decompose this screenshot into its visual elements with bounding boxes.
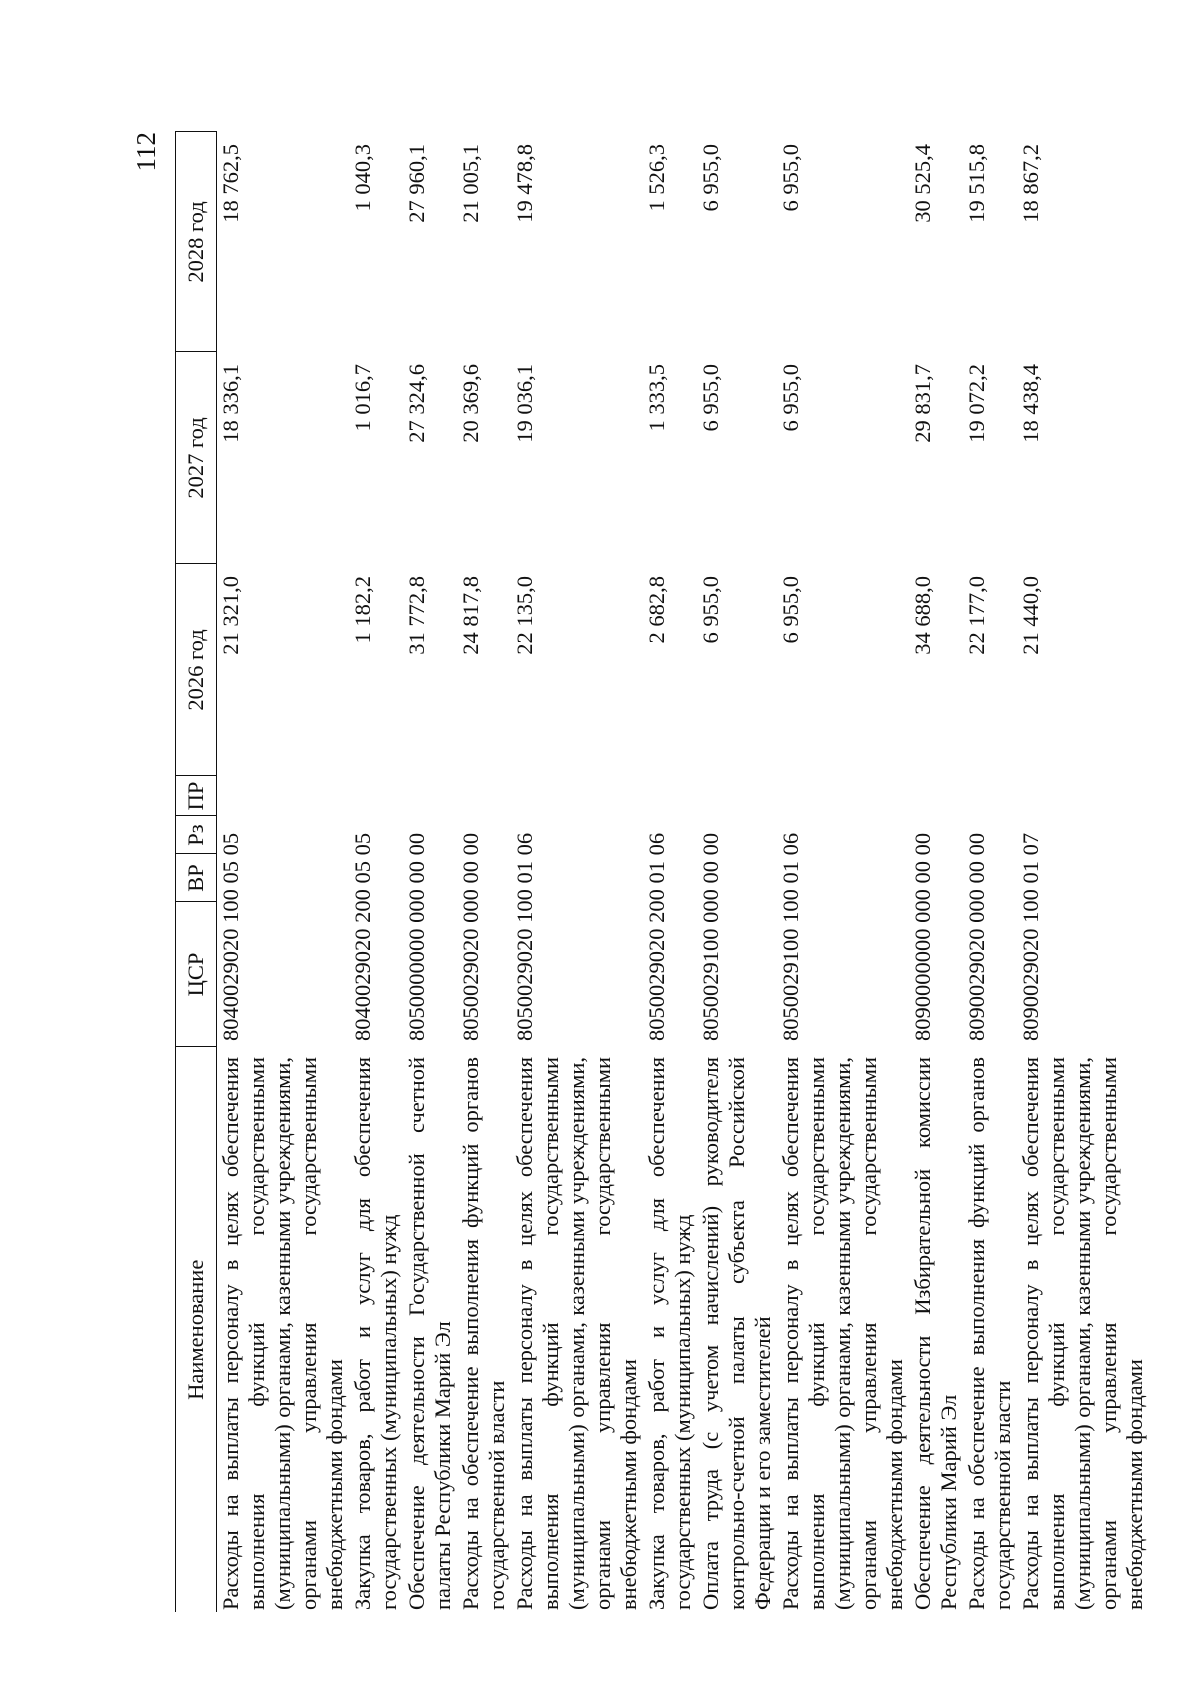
row-code-cell: 8050029100 000 00 00 [698, 832, 723, 1041]
row-value-2028: 6 955,0 [698, 144, 723, 212]
row-value-2028: 30 525,4 [910, 144, 935, 223]
table-row [457, 132, 511, 1612]
row-value-2027: 1 333,5 [644, 364, 669, 432]
row-name-cell: Расходы на обеспечение выполнения функций органов государственной власти [964, 1057, 1015, 1610]
header-name: Наименование [176, 1047, 217, 1612]
row-name-cell: Обеспечение деятельности Избирательной комиссии Республики Марий Эл [910, 1057, 961, 1610]
row-value-2028: 18 762,5 [218, 144, 243, 223]
budget-table [175, 132, 1149, 1613]
row-code-cell: 8090029020 000 00 00 [964, 832, 989, 1041]
row-value-2026: 1 182,2 [350, 576, 375, 644]
row-code-cell: 8050029020 000 00 00 [458, 832, 483, 1041]
row-name-cell: Расходы на выплаты персоналу в целях обеспечения выполнения функций государственными (муниципальными) органами, казенными учреждениями, органами управления государственными внебюджетными фондами [512, 1057, 641, 1610]
table-row [511, 132, 643, 1612]
row-name-cell: Закупка товаров, работ и услуг для обеспечения государственных (муниципальных) нужд [644, 1057, 695, 1610]
row-value-2027: 18 438,4 [1018, 364, 1043, 443]
header-2026: 2026 год [176, 564, 217, 776]
row-name-cell: Расходы на выплаты персоналу в целях обеспечения выполнения функций государственными (муниципальными) органами, казенными учреждениями, органами управления государственными внебюджетными фондами [218, 1057, 347, 1610]
row-value-2027: 27 324,6 [404, 364, 429, 443]
table-row [909, 132, 963, 1612]
rotated-page [133, 132, 1200, 1612]
header-rz: Рз [176, 816, 217, 854]
row-value-2026: 2 682,8 [644, 576, 669, 644]
row-code-cell: 8050029020 200 01 06 [644, 832, 669, 1041]
table-row [777, 132, 909, 1612]
row-name-cell: Расходы на выплаты персоналу в целях обеспечения выполнения функций государственными (муниципальными) органами, казенными учреждениями, органами управления государственными внебюджетными фондами [1018, 1057, 1147, 1610]
row-value-2027: 6 955,0 [778, 364, 803, 432]
row-code-cell: 8050029020 100 01 06 [512, 832, 537, 1041]
table-row [1017, 132, 1149, 1612]
row-value-2026: 21 440,0 [1018, 576, 1043, 655]
row-value-2028: 19 515,8 [964, 144, 989, 223]
row-name-cell: Расходы на выплаты персоналу в целях обеспечения выполнения функций государственными (муниципальными) органами, казенными учреждениями, органами управления государственными внебюджетными фондами [778, 1057, 907, 1610]
row-value-2028: 1 040,3 [350, 144, 375, 212]
row-value-2026: 21 321,0 [218, 576, 243, 655]
page-number: 112 [131, 132, 161, 172]
row-value-2026: 34 688,0 [910, 576, 935, 655]
row-code-cell: 8090029020 100 01 07 [1018, 832, 1043, 1041]
row-value-2027: 18 336,1 [218, 364, 243, 443]
row-name-cell: Расходы на обеспечение выполнения функций органов государственной власти [458, 1057, 509, 1610]
row-value-2027: 19 072,2 [964, 364, 989, 443]
row-value-2027: 29 831,7 [910, 364, 935, 443]
row-value-2028: 6 955,0 [778, 144, 803, 212]
row-code-cell: 8050029100 100 01 06 [778, 832, 803, 1041]
row-value-2027: 20 369,6 [458, 364, 483, 443]
row-value-2026: 6 955,0 [698, 576, 723, 644]
header-vr: ВР [176, 854, 217, 902]
row-value-2028: 27 960,1 [404, 144, 429, 223]
row-value-2026: 6 955,0 [778, 576, 803, 644]
table-header-row [176, 132, 217, 1612]
table-row [403, 132, 457, 1612]
row-name-cell: Обеспечение деятельности Государственной счетной палаты Республики Марий Эл [404, 1057, 455, 1610]
row-value-2026: 31 772,8 [404, 576, 429, 655]
table-row [349, 132, 403, 1612]
row-value-2026: 22 135,0 [512, 576, 537, 655]
table-body [217, 132, 1150, 1612]
header-2027: 2027 год [176, 352, 217, 564]
header-csr: ЦСР [176, 902, 217, 1047]
row-code-cell: 8050000000 000 00 00 [404, 832, 429, 1041]
row-value-2026: 22 177,0 [964, 576, 989, 655]
row-value-2026: 24 817,8 [458, 576, 483, 655]
row-value-2027: 6 955,0 [698, 364, 723, 432]
table-row [217, 132, 350, 1612]
row-code-cell: 8040029020 100 05 05 [218, 832, 243, 1041]
table-row [963, 132, 1017, 1612]
row-code-cell: 8090000000 000 00 00 [910, 832, 935, 1041]
row-value-2028: 21 005,1 [458, 144, 483, 223]
row-value-2027: 1 016,7 [350, 364, 375, 432]
row-code-cell: 8040029020 200 05 05 [350, 832, 375, 1041]
row-value-2028: 1 526,3 [644, 144, 669, 212]
header-pr: ПР [176, 776, 217, 816]
row-name-cell: Оплата труда (с учетом начислений) руководителя контрольно-счетной палаты субъекта Российской Федерации и его заместителей [698, 1057, 775, 1610]
header-2028: 2028 год [176, 132, 217, 352]
table-row [697, 132, 777, 1612]
row-value-2028: 19 478,8 [512, 144, 537, 223]
row-name-cell: Закупка товаров, работ и услуг для обеспечения государственных (муниципальных) нужд [350, 1057, 401, 1610]
table-row [643, 132, 697, 1612]
row-value-2028: 18 867,2 [1018, 144, 1043, 223]
row-value-2027: 19 036,1 [512, 364, 537, 443]
